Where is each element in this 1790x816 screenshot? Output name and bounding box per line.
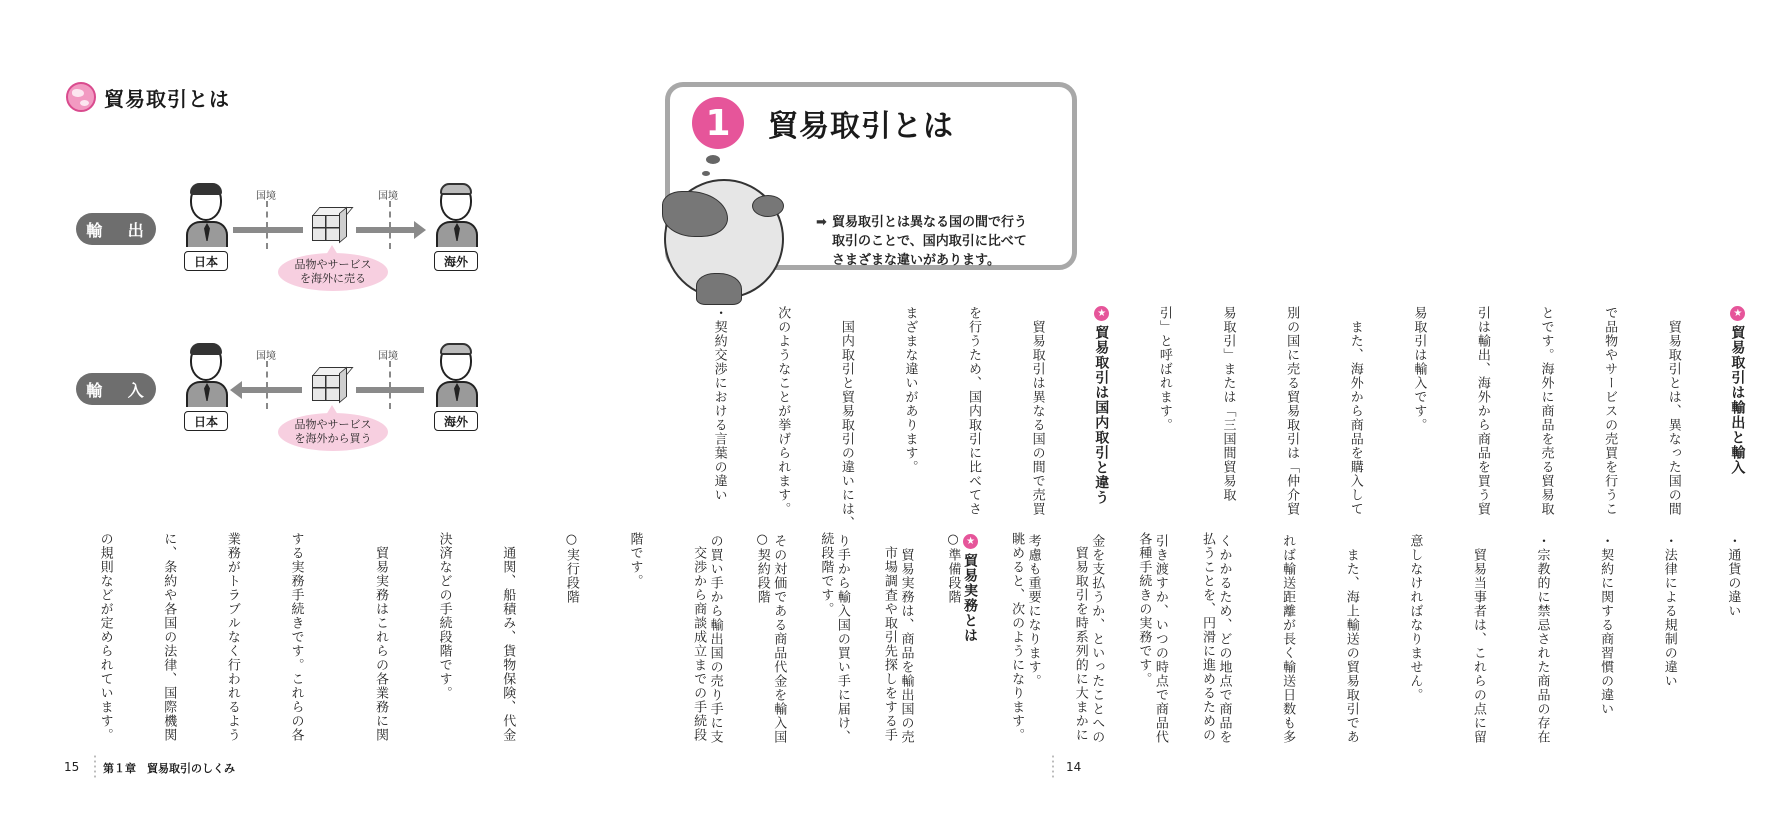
body-line: その対価である商品代金を輸入国 (771, 534, 787, 744)
section-heading-title: 貿易取引とは (104, 86, 230, 111)
body-line: れば輸送距離が長く輸送日数も多 (1280, 534, 1296, 744)
bubble-line: を海外から買う (294, 432, 372, 445)
body-line: 意しなければなりません。 (1407, 534, 1423, 702)
body-line: 払うことを、円滑に進めるための (1199, 532, 1215, 742)
country-label-japan: 日本 (184, 411, 228, 431)
foreign-person-icon (432, 183, 482, 247)
import-label-pill: 輸 入 (76, 373, 156, 405)
body-line: 引は輸出、海外から商品を買う貿 (1474, 306, 1490, 516)
japan-person-icon (182, 183, 232, 247)
body-line: くかかるため、どの地点で商品を (1216, 534, 1232, 744)
running-head: 第１章 貿易取引のしくみ (103, 762, 235, 775)
page-number-right: 14 (1066, 760, 1082, 774)
body-line: の買い手から輸出国の売り手に支 (707, 534, 723, 744)
body-line: ・契約交渉における言葉の違い (711, 306, 727, 502)
body-line: 引」と呼ばれます。 (1156, 306, 1172, 432)
border-label: 国境 (256, 351, 276, 362)
goods-box-icon (308, 367, 348, 403)
body-line: 貿易当事者は、これらの点に留 (1470, 534, 1486, 744)
body-line: ・法律による規制の違い (1661, 534, 1677, 688)
speech-bubble (278, 253, 388, 291)
globe-illustration (664, 179, 784, 299)
body-line: ○契約段階 (754, 532, 770, 604)
body-line: 貿易実務はこれらの各業務に関 (373, 532, 389, 742)
subheading-domestic-difference: ★貿易取引は国内取引と違う (1093, 307, 1110, 505)
body-line: を行うため、国内取引に比べてさ (966, 306, 982, 516)
foreign-person-icon (432, 343, 482, 407)
body-line: 貿易実務は、商品を輸出国の売 (898, 534, 914, 744)
flow-bar (356, 227, 416, 233)
border-line (389, 361, 391, 409)
border-line (266, 201, 268, 249)
bubble-line: 品物やサービス (294, 258, 372, 271)
chapter-title-box (665, 82, 1077, 270)
body-line: 各種手続きの実務です。 (1136, 532, 1152, 686)
japan-person-icon (182, 343, 232, 407)
arrow-left-icon (230, 381, 242, 399)
body-line: 眺めると、次のようになります。 (1009, 532, 1025, 742)
country-label-overseas: 海外 (434, 411, 478, 431)
body-line: 階です。 (627, 532, 643, 588)
speech-bubble (278, 413, 388, 451)
subheading-export-import: ★貿易取引は輸出と輸入 (1729, 307, 1746, 475)
bubble-line: を海外に売る (300, 272, 366, 285)
export-diagram (60, 175, 480, 305)
body-line: 考慮も重要になります。 (1025, 534, 1041, 688)
body-line: 市場調査や取引先探しをする手 (881, 532, 897, 742)
section-number-badge: 1 (692, 97, 744, 149)
body-line: 貿易取引とは、異なった国の間 (1665, 306, 1681, 516)
body-line: 貿易取引を時系列的に大まかに (1072, 532, 1088, 742)
body-line: 易取引」または「三国間貿易取 (1220, 306, 1236, 502)
goods-box-icon (308, 207, 348, 243)
star-icon: ★ (1096, 307, 1108, 320)
body-line: に、条約や各国の法律、国際機関 (161, 532, 177, 742)
body-line: また、海上輸送の貿易取引であ (1343, 534, 1359, 744)
body-line: 引き渡すか、いつの時点で商品代 (1152, 534, 1168, 744)
body-line: 貿易取引は異なる国の間で売買 (1029, 306, 1045, 516)
body-line: ○準備段階 (945, 532, 961, 604)
import-diagram (60, 335, 480, 465)
section-summary (816, 213, 1028, 270)
body-line: り手から輸入国の買い手に届け、 (834, 534, 850, 744)
border-line (266, 361, 268, 409)
summary-line: さまざまな違いがあります。 (832, 253, 1000, 268)
body-line: 交渉から商談成立までの手続段 (691, 532, 707, 742)
thought-dot (706, 155, 720, 164)
subheading-trade-practice: ★貿易実務とは (962, 535, 979, 643)
dotted-divider (94, 754, 96, 780)
dotted-divider (1052, 754, 1054, 780)
body-line: ・宗教的に禁忌された商品の存在 (1534, 534, 1550, 744)
body-line: ○実行段階 (563, 532, 579, 604)
star-icon: ★ (1732, 307, 1744, 320)
body-line: 易取引は輸入です。 (1411, 306, 1427, 432)
border-line (389, 201, 391, 249)
section-heading (66, 82, 230, 112)
summary-line: 貿易取引とは異なる国の間で行う (832, 215, 1028, 230)
body-line: 決済などの手続段階です。 (436, 532, 452, 700)
border-label: 国境 (256, 191, 276, 202)
border-label: 国境 (378, 191, 398, 202)
body-line: 業務がトラブルなく行われるよう (224, 532, 240, 742)
summary-line: 取引のことで、国内取引に比べて (832, 234, 1027, 249)
body-line: とです。海外に商品を売る貿易取 (1538, 306, 1554, 516)
page-number-left: 15 (64, 760, 80, 774)
body-line: 続段階です。 (818, 532, 834, 616)
flow-bar (242, 387, 302, 393)
country-label-japan: 日本 (184, 251, 228, 271)
body-line: で品物やサービスの売買を行うこ (1602, 306, 1618, 516)
body-line: 通関、船積み、貨物保険、代金 (500, 532, 516, 742)
body-line: ・契約に関する商習慣の違い (1598, 534, 1614, 716)
thought-dot (702, 171, 710, 176)
arrow-right-icon: ➡ (816, 215, 827, 230)
body-line: 金を支払うか、といったことへの (1089, 534, 1105, 744)
body-line: ・通貨の違い (1725, 534, 1741, 618)
body-line: 次のようなことが挙げられます。 (775, 306, 791, 516)
star-icon: ★ (965, 535, 977, 548)
arrow-right-icon (414, 221, 426, 239)
globe-icon (66, 82, 96, 112)
body-line: 国内取引と貿易取引の違いには、 (838, 306, 854, 530)
bubble-line: 品物やサービス (294, 418, 372, 431)
body-line: する実務手続きです。これらの各 (288, 532, 304, 742)
body-line: まざまな違いがあります。 (902, 306, 918, 474)
lower-body-text (662, 534, 1786, 754)
upper-body-text (666, 306, 1790, 530)
country-label-overseas: 海外 (434, 251, 478, 271)
export-label-pill: 輸 出 (76, 213, 156, 245)
body-line: 別の国に売る貿易取引は「仲介貿 (1284, 306, 1300, 516)
section-title: 貿易取引とは (768, 109, 954, 144)
body-line: の規則などが定められています。 (97, 532, 113, 742)
flow-bar (233, 227, 303, 233)
border-label: 国境 (378, 351, 398, 362)
body-line: また、海外から商品を購入して (1347, 306, 1363, 516)
